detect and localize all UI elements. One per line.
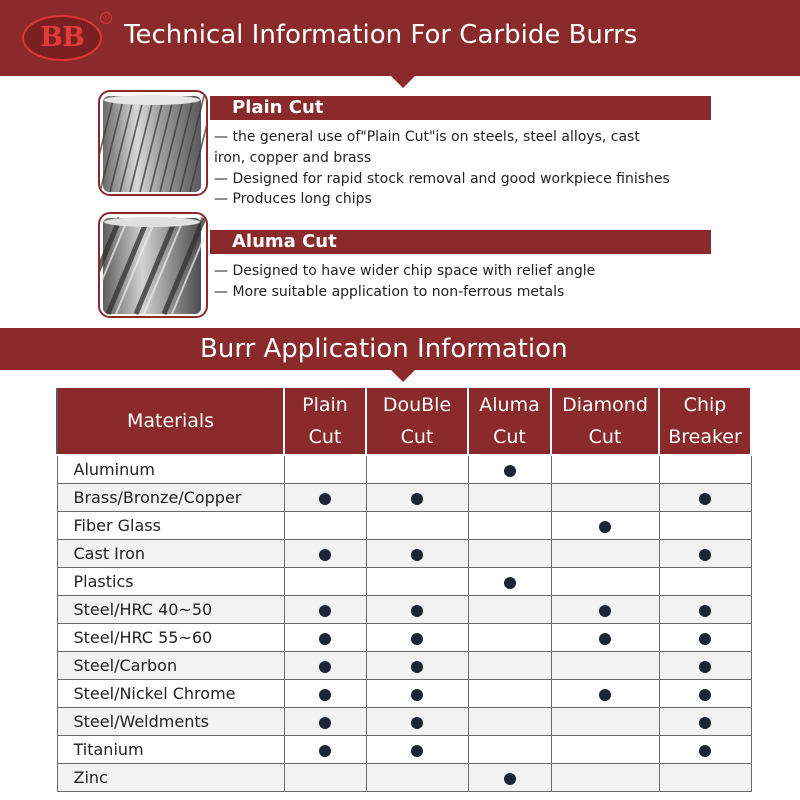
header-banner bbox=[0, 0, 800, 76]
applicable-dot-icon bbox=[411, 493, 423, 505]
column-header-materials: Materials bbox=[57, 387, 284, 455]
applicability-cell bbox=[659, 708, 751, 736]
column-header-chip-breaker bbox=[659, 387, 751, 455]
applicable-dot-icon bbox=[699, 745, 711, 757]
page-title: Technical Information For Carbide Burrs bbox=[124, 20, 638, 50]
applicability-cell bbox=[659, 624, 751, 652]
applicability-cell bbox=[468, 596, 551, 624]
applicable-dot-icon bbox=[699, 717, 711, 729]
applicability-cell bbox=[366, 596, 468, 624]
applicable-dot-icon bbox=[699, 689, 711, 701]
applicability-cell bbox=[551, 484, 659, 512]
applicability-cell bbox=[366, 455, 468, 484]
applicability-cell bbox=[659, 540, 751, 568]
applicability-cell bbox=[468, 568, 551, 596]
applicability-cell bbox=[468, 455, 551, 484]
material-cell: Steel/Weldments bbox=[57, 708, 284, 736]
table-header-row bbox=[57, 387, 751, 455]
applicable-dot-icon bbox=[504, 773, 516, 785]
plain-cut-desc-line-2: iron, copper and brass bbox=[214, 150, 372, 166]
applicability-cell bbox=[551, 708, 659, 736]
applicability-cell bbox=[468, 708, 551, 736]
applicability-cell bbox=[366, 708, 468, 736]
aluma-cut-image bbox=[98, 212, 208, 318]
applicability-cell bbox=[551, 736, 659, 764]
applicability-cell bbox=[659, 512, 751, 540]
applicability-cell bbox=[659, 764, 751, 792]
applicability-cell bbox=[468, 540, 551, 568]
applicable-dot-icon bbox=[411, 745, 423, 757]
applicability-cell bbox=[366, 512, 468, 540]
applicability-cell bbox=[468, 680, 551, 708]
applicability-cell bbox=[659, 680, 751, 708]
applicable-dot-icon bbox=[319, 661, 331, 673]
applicability-cell bbox=[366, 568, 468, 596]
applicability-cell bbox=[468, 484, 551, 512]
aluma-cut-desc-line-1: — Designed to have wider chip space with relief angle bbox=[214, 263, 596, 279]
applicability-cell bbox=[551, 680, 659, 708]
applicable-dot-icon bbox=[411, 689, 423, 701]
column-header-line: Cut bbox=[400, 426, 434, 448]
bb-logo bbox=[22, 15, 102, 61]
material-cell: Cast Iron bbox=[57, 540, 284, 568]
applicable-dot-icon bbox=[319, 633, 331, 645]
applicable-dot-icon bbox=[411, 661, 423, 673]
material-cell: Fiber Glass bbox=[57, 512, 284, 540]
column-header-line: Cut bbox=[493, 426, 526, 448]
applicability-cell bbox=[468, 512, 551, 540]
applicability-cell bbox=[551, 764, 659, 792]
applicable-dot-icon bbox=[319, 745, 331, 757]
table-row bbox=[57, 652, 751, 680]
table-row bbox=[57, 512, 751, 540]
plain-cut-desc-line-1: — the general use of"Plain Cut"is on steels, steel alloys, cast bbox=[214, 129, 640, 145]
column-header-line: Diamond bbox=[562, 394, 648, 416]
applicability-cell bbox=[284, 484, 366, 512]
application-table bbox=[56, 386, 752, 792]
applicability-cell bbox=[366, 652, 468, 680]
applicability-cell bbox=[284, 540, 366, 568]
material-cell: Plastics bbox=[57, 568, 284, 596]
applicability-cell bbox=[659, 736, 751, 764]
applicability-cell bbox=[468, 736, 551, 764]
applicable-dot-icon bbox=[504, 577, 516, 589]
applicability-cell bbox=[284, 708, 366, 736]
applicability-cell bbox=[366, 484, 468, 512]
applicability-cell bbox=[551, 568, 659, 596]
applicable-dot-icon bbox=[699, 633, 711, 645]
applicability-cell bbox=[551, 624, 659, 652]
applicable-dot-icon bbox=[699, 493, 711, 505]
registered-mark: ® bbox=[100, 12, 112, 24]
material-cell: Steel/Nickel Chrome bbox=[57, 680, 284, 708]
column-header-plain-cut bbox=[284, 387, 366, 455]
applicable-dot-icon bbox=[411, 633, 423, 645]
material-cell: Zinc bbox=[57, 764, 284, 792]
material-cell: Aluminum bbox=[57, 455, 284, 484]
aluma-cut-title: Aluma Cut bbox=[232, 231, 337, 252]
applicability-cell bbox=[468, 624, 551, 652]
table-body bbox=[57, 455, 751, 792]
applicability-cell bbox=[284, 512, 366, 540]
applicability-cell bbox=[551, 455, 659, 484]
header-pointer bbox=[391, 76, 415, 88]
applicability-cell bbox=[659, 484, 751, 512]
applicability-cell bbox=[366, 736, 468, 764]
applicable-dot-icon bbox=[411, 549, 423, 561]
applicability-cell bbox=[551, 596, 659, 624]
applicability-cell bbox=[284, 764, 366, 792]
applicable-dot-icon bbox=[599, 521, 611, 533]
table-row bbox=[57, 680, 751, 708]
table-row bbox=[57, 484, 751, 512]
applicability-cell bbox=[468, 652, 551, 680]
logo-text: BB bbox=[40, 22, 84, 53]
plain-cut-desc-line-4: — Produces long chips bbox=[214, 191, 372, 207]
column-header-diamond-cut bbox=[551, 387, 659, 455]
section-title: Burr Application Information bbox=[200, 334, 568, 364]
applicable-dot-icon bbox=[319, 605, 331, 617]
column-header-line: Breaker bbox=[668, 426, 742, 448]
applicability-cell bbox=[551, 652, 659, 680]
applicability-cell bbox=[284, 455, 366, 484]
applicability-cell bbox=[284, 596, 366, 624]
table-row bbox=[57, 540, 751, 568]
applicability-cell bbox=[284, 736, 366, 764]
plain-cut-burr-icon bbox=[100, 92, 206, 194]
column-header-line: Aluma bbox=[479, 394, 540, 416]
plain-cut-image bbox=[98, 90, 208, 196]
table-row bbox=[57, 624, 751, 652]
applicable-dot-icon bbox=[599, 689, 611, 701]
applicability-cell bbox=[284, 568, 366, 596]
table-row bbox=[57, 568, 751, 596]
material-cell: Brass/Bronze/Copper bbox=[57, 484, 284, 512]
applicability-cell bbox=[366, 764, 468, 792]
applicability-cell bbox=[659, 652, 751, 680]
applicable-dot-icon bbox=[599, 633, 611, 645]
column-header-line: Cut bbox=[308, 426, 342, 448]
column-header-aluma-cut bbox=[468, 387, 551, 455]
material-cell: Titanium bbox=[57, 736, 284, 764]
column-header-double-cut bbox=[366, 387, 468, 455]
applicable-dot-icon bbox=[319, 689, 331, 701]
applicable-dot-icon bbox=[699, 549, 711, 561]
material-cell: Steel/Carbon bbox=[57, 652, 284, 680]
material-cell: Steel/HRC 40~50 bbox=[57, 596, 284, 624]
applicability-cell bbox=[284, 652, 366, 680]
applicability-cell bbox=[551, 540, 659, 568]
applicability-cell bbox=[366, 540, 468, 568]
plain-cut-title: Plain Cut bbox=[232, 97, 324, 118]
applicable-dot-icon bbox=[699, 605, 711, 617]
applicability-cell bbox=[366, 624, 468, 652]
column-header-line: Chip bbox=[683, 394, 727, 416]
applicable-dot-icon bbox=[504, 465, 516, 477]
column-header-line: Plain bbox=[302, 394, 348, 416]
column-header-line: DouBle bbox=[382, 394, 452, 416]
aluma-cut-desc-line-2: — More suitable application to non-ferrous metals bbox=[214, 284, 565, 300]
applicable-dot-icon bbox=[319, 549, 331, 561]
section-pointer bbox=[391, 370, 415, 382]
applicability-cell bbox=[468, 764, 551, 792]
plain-cut-desc-line-3: — Designed for rapid stock removal and good workpiece finishes bbox=[214, 171, 670, 187]
table-row bbox=[57, 708, 751, 736]
applicable-dot-icon bbox=[319, 493, 331, 505]
applicability-cell bbox=[284, 624, 366, 652]
applicability-cell bbox=[659, 596, 751, 624]
table-row bbox=[57, 596, 751, 624]
applicable-dot-icon bbox=[319, 717, 331, 729]
applicability-cell bbox=[551, 512, 659, 540]
applicability-cell bbox=[284, 680, 366, 708]
table-row bbox=[57, 764, 751, 792]
applicable-dot-icon bbox=[699, 661, 711, 673]
table-row bbox=[57, 455, 751, 484]
material-cell: Steel/HRC 55~60 bbox=[57, 624, 284, 652]
column-header-line: Cut bbox=[588, 426, 622, 448]
aluma-cut-burr-icon bbox=[100, 214, 206, 316]
applicability-cell bbox=[366, 680, 468, 708]
applicable-dot-icon bbox=[411, 605, 423, 617]
applicable-dot-icon bbox=[411, 717, 423, 729]
applicability-cell bbox=[659, 455, 751, 484]
applicability-cell bbox=[659, 568, 751, 596]
table-row bbox=[57, 736, 751, 764]
applicable-dot-icon bbox=[599, 605, 611, 617]
